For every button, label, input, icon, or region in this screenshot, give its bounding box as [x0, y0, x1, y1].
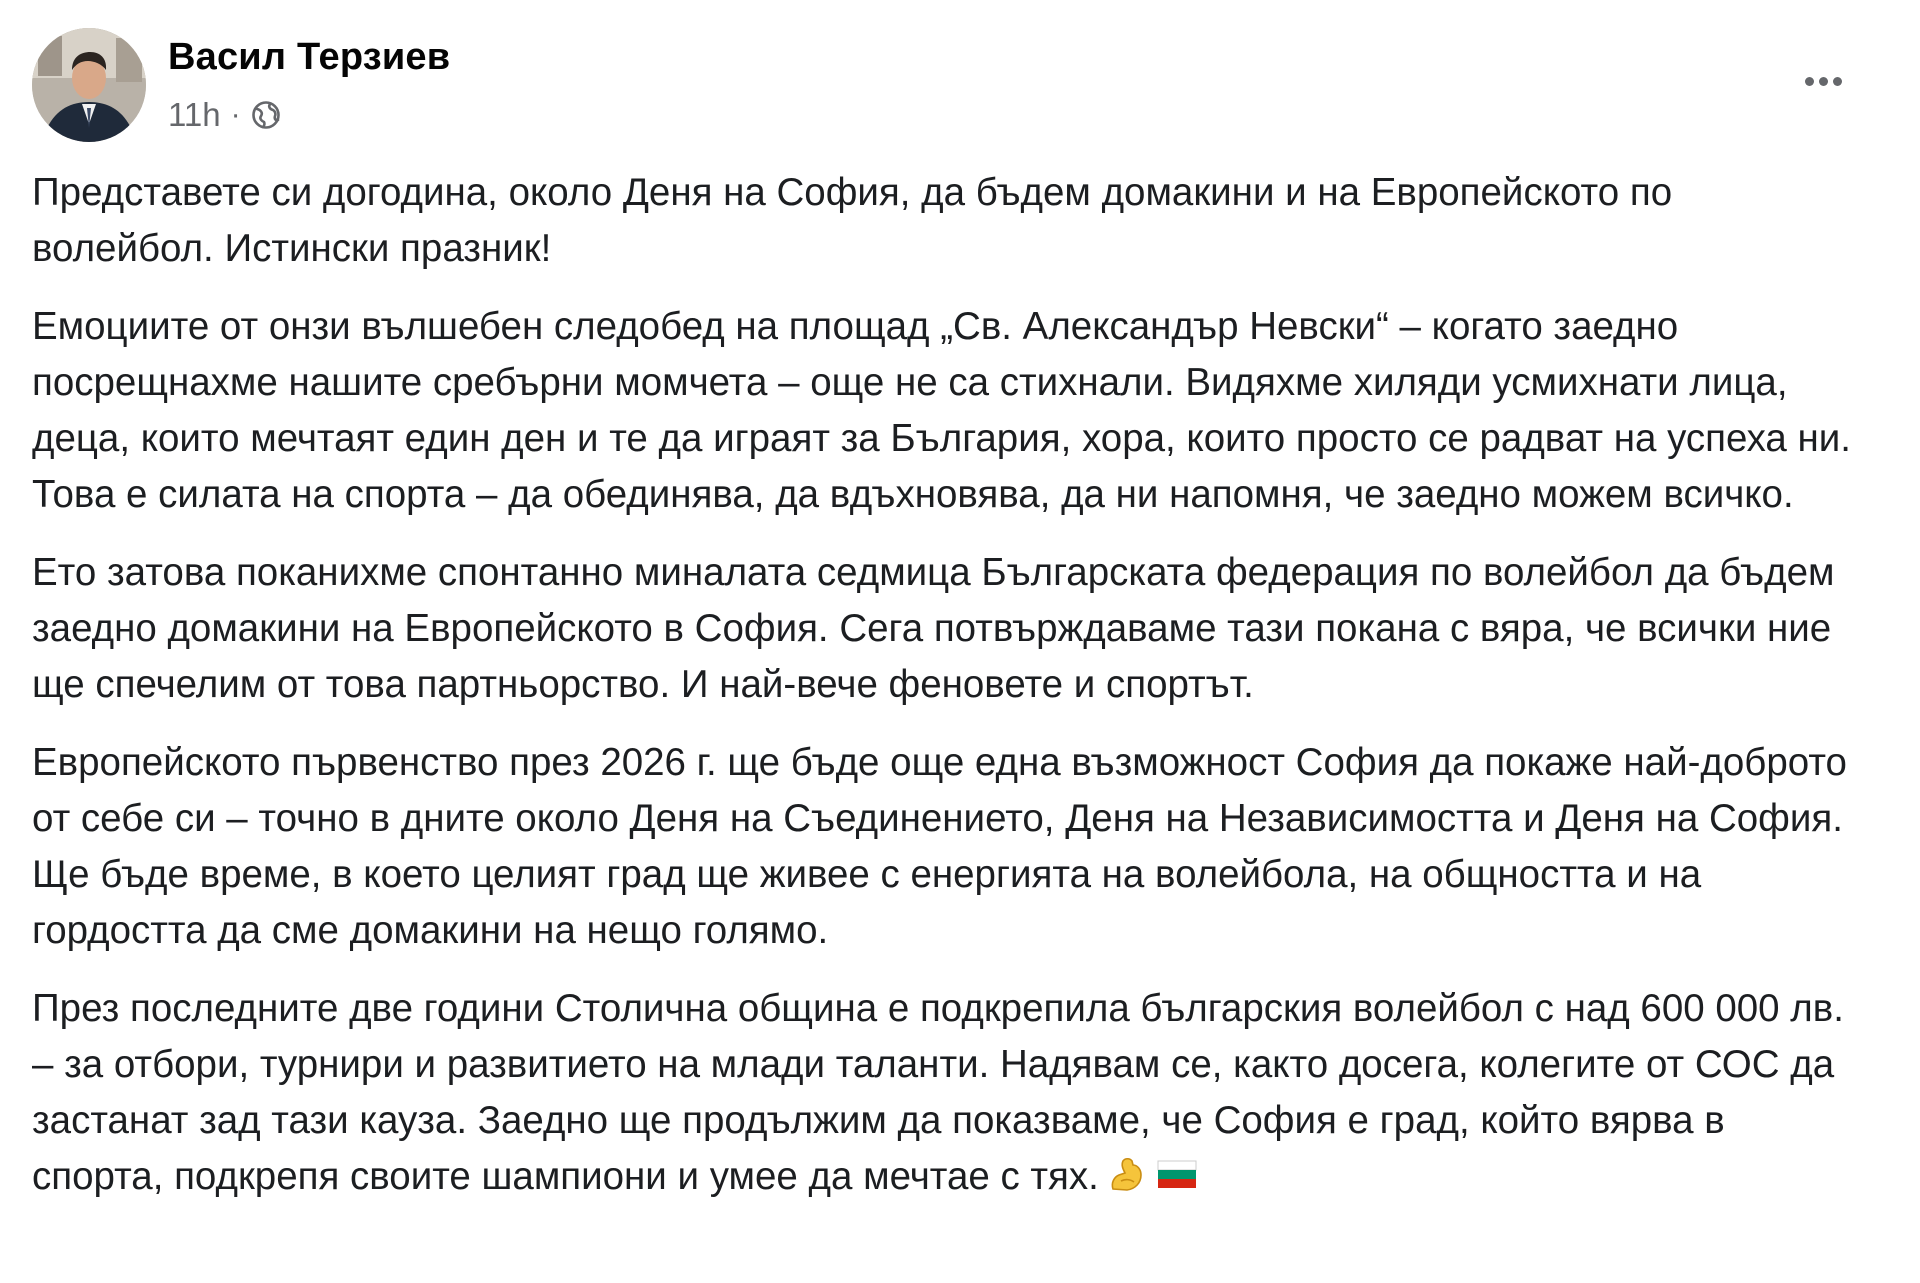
- avatar[interactable]: [32, 28, 146, 142]
- post-paragraph: Емоциите от онзи вълшебен следобед на площад „Св. Александър Невски“ – когато заедно посрещнахме нашите сребърни момчета – още не са стихнали. Видяхме хиляди усмихнати лица, деца, които мечтаят един ден и те да играят за България, хора, които просто се радват на успеха ни. Това е силата на спорта – да обединява, да вдъхновява, да ни напомня, че заедно можем всичко.: [32, 305, 1851, 516]
- post-meta: [168, 92, 281, 138]
- bulgaria-flag-emoji: [1155, 1155, 1199, 1195]
- profile-photo-icon: [32, 28, 146, 142]
- more-dot-icon: [1805, 77, 1814, 86]
- globe-icon[interactable]: [251, 100, 281, 130]
- more-dot-icon: [1833, 77, 1842, 86]
- post-time[interactable]: 11h: [168, 96, 221, 133]
- post-paragraph: Европейското първенство през 2026 г. ще бъде още една възможност София да покаже най-доброто от себе си – точно в дните около Деня на Съединението, Деня на Независимостта и Деня на София. Ще бъде време, в което целият град ще живее с енергията на волейбола, на общността и на гордостта да сме домакини на нещо голямо.: [32, 741, 1847, 952]
- post-paragraph: Ето затова поканихме спонтанно миналата седмица Българската федерация по волейбол да бъдем заедно домакини на Европейското в София. Сега потвърждаваме тази покана с вяра, че всички ние ще спечелим от това партньорство. И най-вече феновете и спортът.: [32, 551, 1835, 706]
- meta-separator: ·: [230, 98, 241, 131]
- post-paragraph: Представете си догодина, около Деня на София, да бъдем домакини и на Европейското по волейбол. Истински празник!: [32, 171, 1673, 270]
- post-text: [32, 165, 1862, 1227]
- flexed-biceps-emoji: [1107, 1155, 1147, 1195]
- more-dot-icon: [1819, 77, 1828, 86]
- post-header: [32, 28, 1872, 148]
- more-options-button[interactable]: [1786, 58, 1860, 104]
- post-paragraph-last: [32, 981, 1862, 1205]
- post-paragraph-text: През последните две години Столична община е подкрепила българския волейбол с над 600 000 лв. – за отбори, турнири и развитието на млади таланти. Надявам се, както досега, колегите от СОС да застанат зад тази кауза. Заедно ще продължим да показваме, че София е град, който вярва в спорта, подкрепя своите шампиони и умее да мечтае с тях.: [32, 987, 1844, 1198]
- author-name[interactable]: Васил Терзиев: [168, 36, 451, 78]
